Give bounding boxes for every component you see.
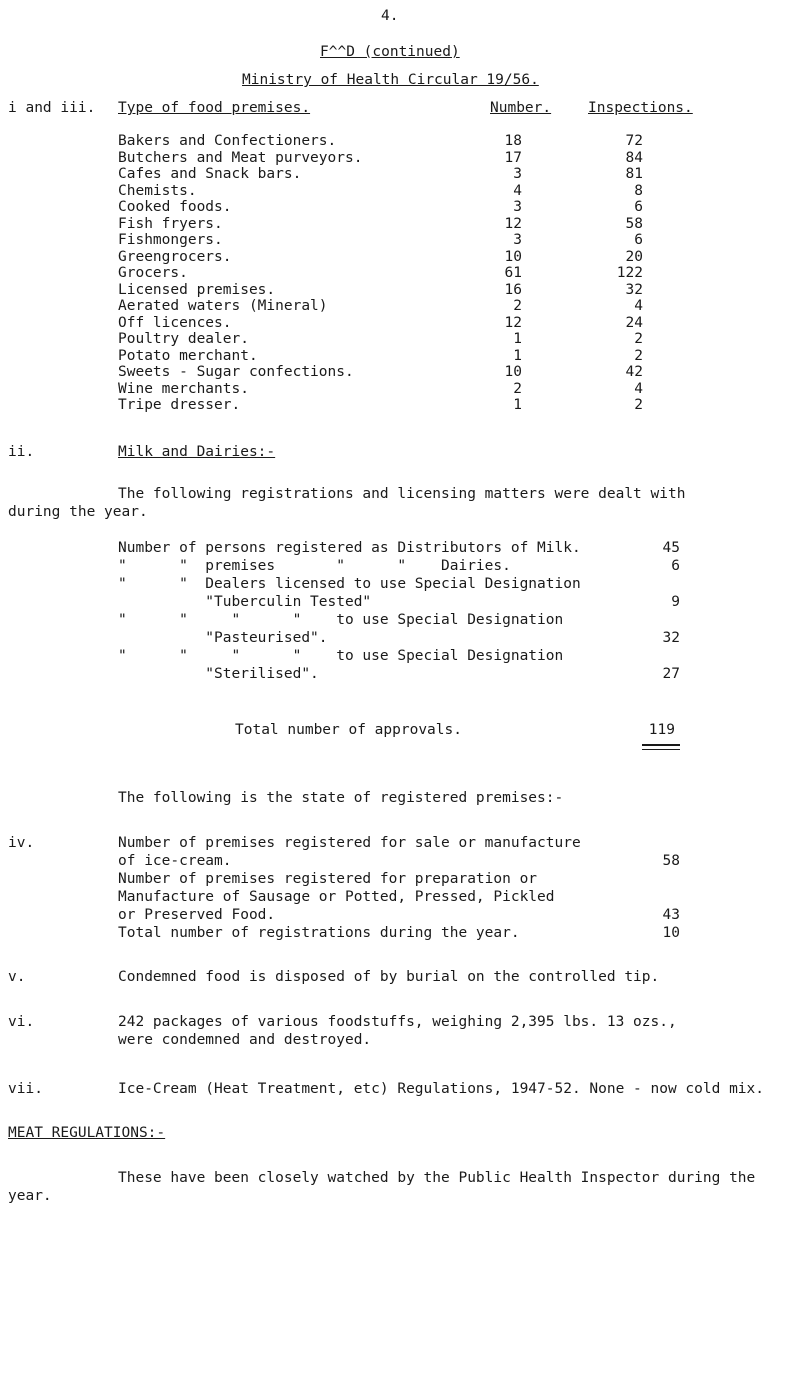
total-double-rule (642, 744, 680, 750)
column-header-number: Number. (490, 100, 552, 116)
premises-inspections: 6 (634, 232, 643, 248)
milk-line-value: 6 (671, 558, 680, 574)
premises-number: 16 (504, 282, 522, 298)
premises-inspections: 81 (625, 166, 643, 182)
premises-type: Cooked foods. (118, 199, 232, 215)
total-approvals-value: 119 (648, 722, 675, 738)
meat-line-2: year. (8, 1188, 52, 1204)
premises-type: Wine merchants. (118, 381, 249, 397)
milk-dairies-title: Milk and Dairies:- (118, 444, 276, 460)
total-approvals-label: Total number of approvals. (235, 722, 462, 738)
premises-number: 1 (513, 397, 522, 413)
premises-inspections: 2 (634, 348, 643, 364)
premises-inspections: 8 (634, 183, 643, 199)
section-v-text: Condemned food is disposed of by burial on the controlled tip. (118, 969, 660, 985)
milk-line-text: " " " " to use Special Designation (118, 612, 564, 628)
milk-line-text: "Sterilised". (118, 666, 319, 682)
premises-type: Bakers and Confectioners. (118, 133, 337, 149)
section-vii-text: Ice-Cream (Heat Treatment, etc) Regulations, 1947-52. None - now cold mix. (118, 1081, 765, 1097)
iv-line-2: of ice-cream. (118, 853, 232, 869)
section-v-label: v. (8, 969, 26, 985)
premises-inspections: 32 (625, 282, 643, 298)
premises-type: Off licences. (118, 315, 232, 331)
milk-line-value: 27 (662, 666, 680, 682)
premises-type: Potato merchant. (118, 348, 258, 364)
premises-number: 3 (513, 166, 522, 182)
milk-intro-line-2: during the year. (8, 504, 148, 520)
premises-number: 10 (504, 364, 522, 380)
milk-line-value: 32 (662, 630, 680, 646)
premises-type: Aerated waters (Mineral) (118, 298, 328, 314)
premises-number: 10 (504, 249, 522, 265)
premises-inspections: 20 (625, 249, 643, 265)
registered-intro: The following is the state of registered premises:- (118, 790, 564, 806)
page-number: 4. (381, 8, 399, 24)
premises-number: 18 (504, 133, 522, 149)
section-ii-label: ii. (8, 444, 35, 460)
section-vi-label: vi. (8, 1014, 35, 1030)
column-header-inspections: Inspections. (588, 100, 693, 116)
milk-line-text: " " Dealers licensed to use Special Designation (118, 576, 581, 592)
milk-intro-line-1: The following registrations and licensing matters were dealt with (118, 486, 686, 502)
premises-number: 3 (513, 199, 522, 215)
premises-number: 12 (504, 216, 522, 232)
milk-line-text: "Pasteurised". (118, 630, 328, 646)
circular-title: Ministry of Health Circular 19/56. (242, 72, 539, 88)
iv-line-6: Total number of registrations during the year. (118, 925, 520, 941)
premises-inspections: 84 (625, 150, 643, 166)
premises-type: Butchers and Meat purveyors. (118, 150, 363, 166)
milk-line-text: " " premises " " Dairies. (118, 558, 511, 574)
premises-inspections: 4 (634, 298, 643, 314)
section-i-label: i and iii. (8, 100, 96, 116)
premises-type: Licensed premises. (118, 282, 276, 298)
premises-inspections: 2 (634, 331, 643, 347)
premises-type: Chemists. (118, 183, 197, 199)
premises-type: Greengrocers. (118, 249, 232, 265)
premises-inspections: 72 (625, 133, 643, 149)
premises-number: 61 (504, 265, 522, 281)
premises-inspections: 6 (634, 199, 643, 215)
premises-type: Poultry dealer. (118, 331, 249, 347)
iv-line-5: or Preserved Food. (118, 907, 276, 923)
premises-number: 2 (513, 381, 522, 397)
meat-line-1: These have been closely watched by the Public Health Inspector during the (118, 1170, 756, 1186)
section-heading: F^^D (continued) (320, 44, 460, 60)
premises-number: 1 (513, 348, 522, 364)
premises-type: Cafes and Snack bars. (118, 166, 302, 182)
premises-inspections: 4 (634, 381, 643, 397)
premises-inspections: 122 (616, 265, 643, 281)
premises-type: Fish fryers. (118, 216, 223, 232)
premises-number: 2 (513, 298, 522, 314)
section-vi-line-2: were condemned and destroyed. (118, 1032, 372, 1048)
preserved-food-premises-value: 43 (662, 907, 680, 923)
section-vii-label: vii. (8, 1081, 43, 1097)
milk-line-text: "Tuberculin Tested" (118, 594, 372, 610)
milk-line-value: 9 (671, 594, 680, 610)
premises-number: 4 (513, 183, 522, 199)
premises-number: 12 (504, 315, 522, 331)
meat-regulations-title: MEAT REGULATIONS:- (8, 1125, 166, 1141)
iv-line-4: Manufacture of Sausage or Potted, Pressed, Pickled (118, 889, 555, 905)
premises-number: 17 (504, 150, 522, 166)
premises-inspections: 24 (625, 315, 643, 331)
milk-line-text: " " " " to use Special Designation (118, 648, 564, 664)
column-header-type: Type of food premises. (118, 100, 311, 116)
milk-line-text: Number of persons registered as Distributors of Milk. (118, 540, 581, 556)
premises-inspections: 2 (634, 397, 643, 413)
premises-number: 1 (513, 331, 522, 347)
iv-line-1: Number of premises registered for sale or manufacture (118, 835, 581, 851)
premises-type: Grocers. (118, 265, 188, 281)
premises-number: 3 (513, 232, 522, 248)
total-registrations-value: 10 (662, 925, 680, 941)
premises-type: Sweets - Sugar confections. (118, 364, 354, 380)
premises-inspections: 42 (625, 364, 643, 380)
section-iv-label: iv. (8, 835, 35, 851)
section-vi-line-1: 242 packages of various foodstuffs, weighing 2,395 lbs. 13 ozs., (118, 1014, 677, 1030)
milk-line-value: 45 (662, 540, 680, 556)
ice-cream-premises-value: 58 (662, 853, 680, 869)
premises-type: Fishmongers. (118, 232, 223, 248)
iv-line-3: Number of premises registered for preparation or (118, 871, 538, 887)
premises-inspections: 58 (625, 216, 643, 232)
premises-type: Tripe dresser. (118, 397, 241, 413)
